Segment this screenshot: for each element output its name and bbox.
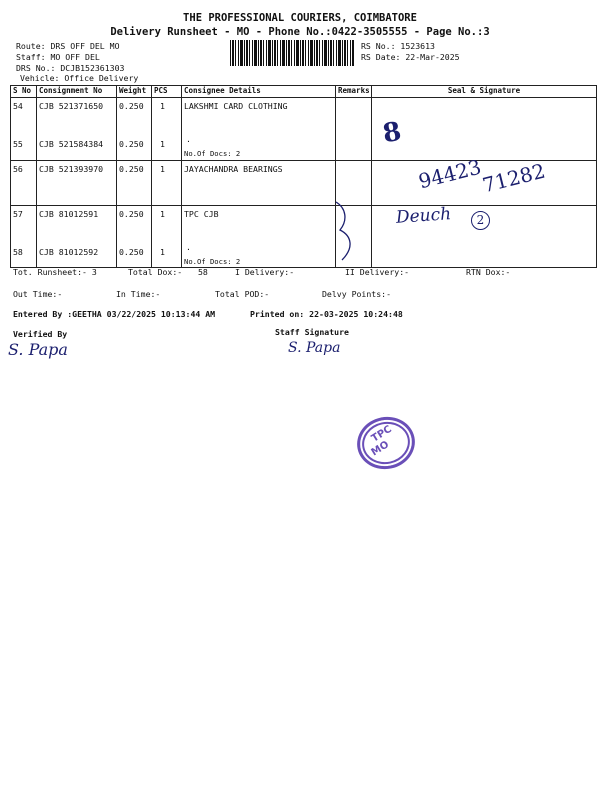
printed-on: Printed on: 22-03-2025 10:24:48	[250, 309, 403, 319]
total-pod: Total POD:-	[215, 289, 270, 299]
table-row: 54 55 CJB 521371650 CJB 521584384 0.250 0.250 1 1 LAKSHMI CARD CLOTHING . No.Of Docs: 2	[11, 98, 597, 143]
vehicle-info: Vehicle: Office Delivery	[20, 73, 139, 83]
route-info: Route: DRS OFF DEL MO	[16, 41, 120, 51]
barcode	[230, 40, 354, 66]
handwritten-circled-number: 2	[471, 211, 490, 230]
consignee-cell: TPC CJB	[184, 208, 219, 219]
docs-count: No.Of Docs: 2	[184, 149, 241, 158]
consignee-cell: JAYACHANDRA BEARINGS	[184, 163, 283, 174]
consignment-cell: CJB 521584384	[39, 139, 104, 149]
i-delivery: I Delivery:-	[235, 267, 295, 277]
weight-cell: 0.250	[119, 246, 144, 257]
delvy-points: Delvy Points:-	[322, 289, 392, 299]
sno-cell: 56	[13, 163, 23, 174]
rtn-dox: RTN Dox:-	[466, 267, 511, 277]
col-header-pcs: PCS	[152, 86, 182, 98]
staff-handwritten-sign: S. Papa	[288, 340, 341, 356]
handwritten-signature: 71282	[480, 158, 548, 198]
handwritten-bracket-mark	[328, 198, 364, 264]
entered-by: Entered By :GEETHA 03/22/2025 10:13:44 AM	[13, 309, 216, 319]
consignment-cell: CJB 521393970	[39, 163, 104, 174]
col-header-remarks: Remarks	[336, 86, 372, 98]
weight-cell: 0.250	[119, 101, 144, 111]
remarks-cell	[336, 98, 372, 143]
in-time: In Time:-	[116, 289, 161, 299]
col-header-consignment: Consignment No	[37, 86, 117, 98]
rs-date: RS Date: 22-Mar-2025	[361, 52, 460, 62]
pcs-cell: 1	[160, 163, 165, 174]
col-header-sno: S No	[11, 86, 37, 98]
handwritten-signature: 8	[380, 116, 404, 150]
stamp-top-text: TPC	[369, 423, 394, 445]
pcs-cell: 1	[160, 208, 165, 219]
out-time: Out Time:-	[13, 289, 63, 299]
pcs-cell: 1	[160, 101, 165, 111]
company-title: THE PROFESSIONAL COURIERS, COIMBATORE	[183, 12, 417, 24]
signature-cell	[372, 98, 597, 143]
col-header-consignee: Consignee Details	[182, 86, 336, 98]
staff-signature-label: Staff Signature	[275, 327, 349, 337]
total-runsheet: Tot. Runsheet:- 3	[13, 267, 97, 277]
docs-count: No.Of Docs: 2	[184, 256, 241, 266]
col-header-weight: Weight	[117, 86, 152, 98]
office-stamp	[352, 412, 420, 475]
total-dox-label: Total Dox:-	[128, 267, 183, 277]
sno-cell: 54	[13, 101, 23, 111]
consignment-cell: CJB 81012592	[39, 246, 99, 257]
weight-cell: 0.250	[119, 139, 144, 149]
verified-handwritten-sign: S. Papa	[8, 340, 68, 359]
runsheet-subtitle: Delivery Runsheet - MO - Phone No.:0422-3505555 - Page No.:3	[110, 26, 490, 38]
ii-delivery: II Delivery:-	[345, 267, 410, 277]
sno-cell: 58	[13, 246, 23, 257]
pcs-cell: 1	[160, 139, 165, 149]
pcs-cell: 1	[160, 246, 165, 257]
handwritten-signature: Deuch	[395, 204, 452, 228]
sno-cell: 57	[13, 208, 23, 219]
table-row: 57 58 CJB 81012591 CJB 81012592 0.250 0.250 1 1 TPC CJB . No.Of Docs: 2	[11, 205, 597, 250]
consignment-cell: CJB 521371650	[39, 101, 104, 111]
handwritten-signature: 94423	[416, 154, 484, 194]
total-dox-value: 58	[198, 267, 208, 277]
staff-info: Staff: MO OFF DEL	[16, 52, 100, 62]
consignee-cell: LAKSHMI CARD CLOTHING	[184, 101, 288, 111]
weight-cell: 0.250	[119, 208, 144, 219]
col-header-signature: Seal & Signature	[372, 86, 597, 98]
verified-by-label: Verified By	[13, 329, 68, 339]
drs-number: DRS No.: DCJB152361303	[16, 63, 125, 73]
rs-number: RS No.: 1523613	[361, 41, 435, 51]
stamp-bottom-text: MO	[369, 439, 392, 459]
weight-cell: 0.250	[119, 163, 144, 174]
table-header-row	[11, 86, 597, 98]
sno-cell: 55	[13, 139, 23, 149]
consignment-cell: CJB 81012591	[39, 208, 99, 219]
